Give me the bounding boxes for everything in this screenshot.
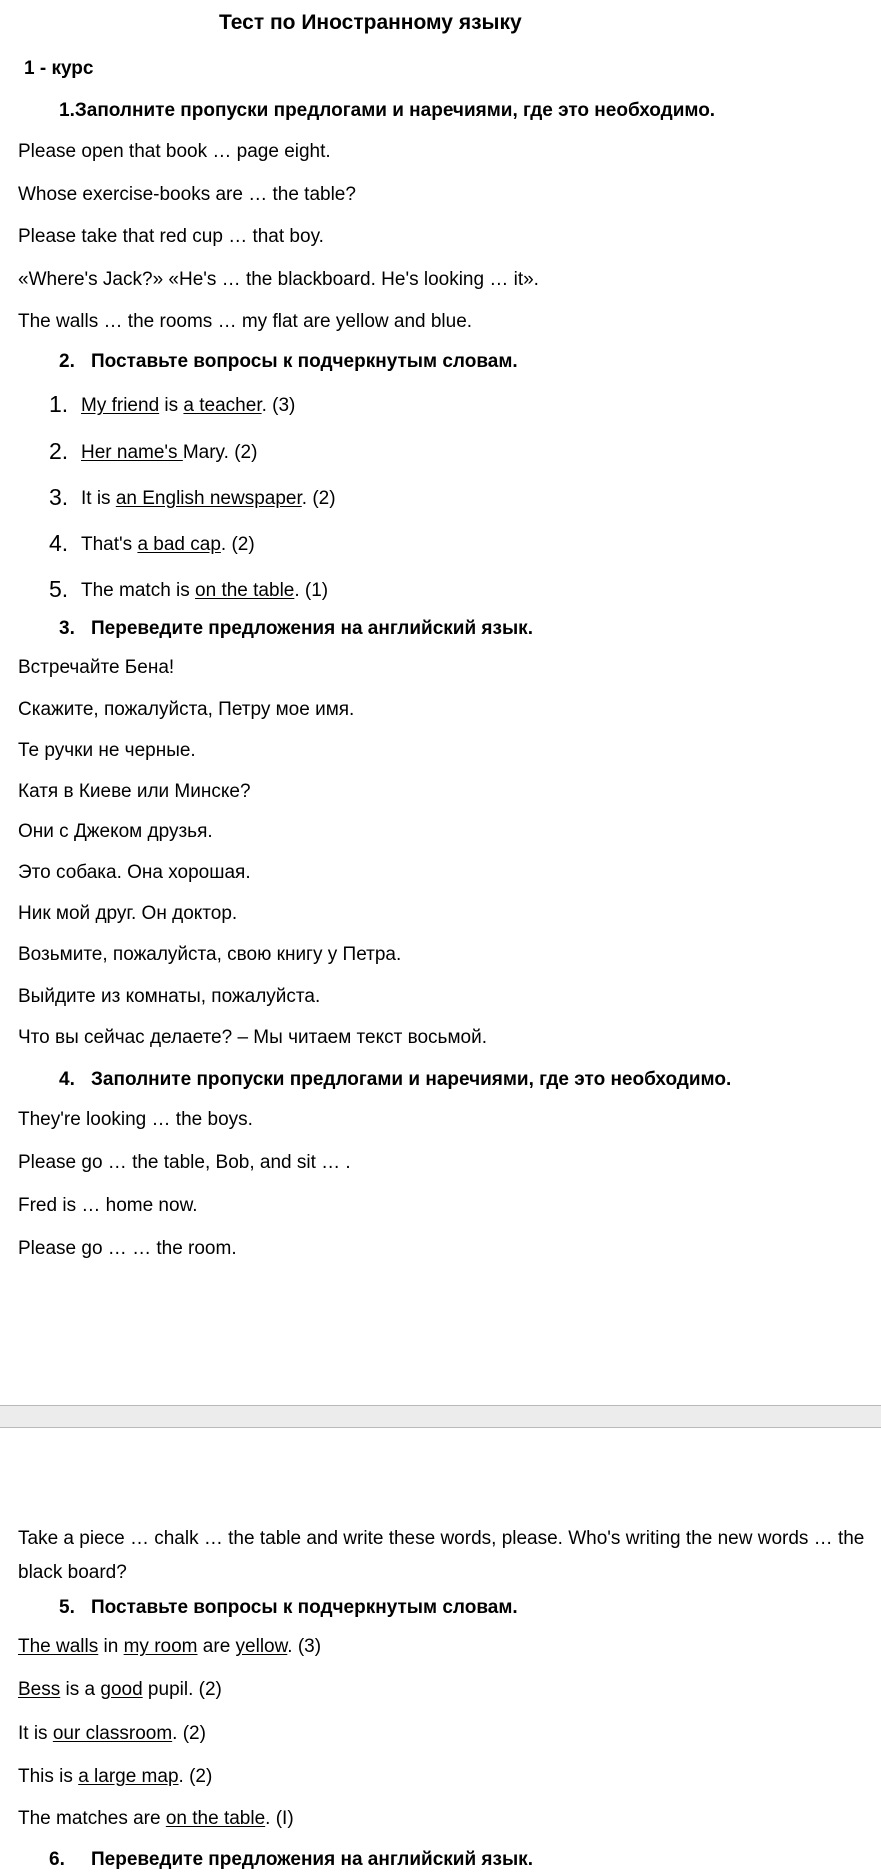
plain-text: . (3) (287, 1636, 322, 1657)
task-6-number: 6. (49, 1849, 65, 1870)
underlined-phrase: on the table (195, 580, 295, 601)
task-2-heading: Поставьте вопросы к подчеркнутым словам. (91, 351, 518, 372)
task-4-line: Fred is … home now. (18, 1195, 198, 1216)
task-2-item (81, 441, 257, 465)
task-5-item (18, 1635, 321, 1659)
underlined-phrase: on the table (165, 1808, 266, 1829)
task-1-line: Whose exercise-books are … the table? (18, 184, 356, 205)
plain-text: . (1) (294, 580, 329, 601)
task-2-item (81, 394, 295, 418)
task-2-item-number: 1. (49, 391, 69, 417)
task-1-line: Please take that red cup … that boy. (18, 226, 324, 247)
task-3-heading: Переведите предложения на английский язык. (91, 618, 533, 639)
underlined-phrase: Bess (18, 1679, 61, 1700)
task-3-line: Это собака. Она хорошая. (18, 862, 251, 883)
task-3-line: Выйдите из комнаты, пожалуйста. (18, 986, 321, 1007)
task-1-line: The walls … the rooms … my flat are yellow and blue. (18, 311, 473, 332)
task-5-number: 5. (59, 1597, 75, 1618)
task-1-line: «Where's Jack?» «He's … the blackboard. He's looking … it». (18, 269, 539, 290)
task-1-line: Please open that book … page eight. (18, 141, 331, 162)
task-2-item-number: 3. (49, 484, 69, 510)
underlined-phrase: my room (123, 1636, 198, 1657)
underlined-phrase: Her name's (81, 442, 183, 463)
task-3-line: Они с Джеком друзья. (18, 821, 213, 842)
plain-text: is (159, 395, 184, 416)
underlined-phrase: yellow (235, 1636, 288, 1657)
course-label: 1 - курс (24, 58, 94, 79)
task-4-line: Please go … the table, Bob, and sit … . (18, 1152, 351, 1173)
task-5-item (18, 1765, 212, 1789)
task-3-line: Скажите, пожалуйста, Петру мое имя. (18, 699, 355, 720)
task-2-number: 2. (59, 351, 75, 372)
task-3-line: Катя в Киеве или Минске? (18, 781, 251, 802)
task-3-line: Те ручки не черные. (18, 740, 196, 761)
task-1-heading: 1.Заполните пропуски предлогами и наречиями, где это необходимо. (59, 100, 716, 121)
underlined-phrase: a large map (78, 1766, 179, 1787)
task-3-line: Ник мой друг. Он доктор. (18, 903, 238, 924)
task-3-number: 3. (59, 618, 75, 639)
task-4-line: Please go … … the room. (18, 1238, 237, 1259)
underlined-phrase: The walls (18, 1636, 99, 1657)
plain-text: The match is (81, 580, 196, 601)
task-5-heading: Поставьте вопросы к подчеркнутым словам. (91, 1597, 518, 1618)
task-4-number: 4. (59, 1069, 75, 1090)
task-5-item (18, 1722, 206, 1746)
plain-text: are (197, 1636, 236, 1657)
task-2-item (81, 579, 328, 603)
plain-text: . (3) (261, 395, 296, 416)
task-2-item-number: 2. (49, 438, 69, 464)
task-5-item (18, 1807, 294, 1831)
underlined-phrase: a teacher (183, 395, 262, 416)
document-page-2 (0, 1428, 881, 1870)
plain-text: . (2) (172, 1723, 206, 1744)
task-2-item-number: 5. (49, 576, 69, 602)
task-6-heading: Переведите предложения на английский язык. (91, 1849, 533, 1870)
plain-text: The matches are (18, 1808, 166, 1829)
page-separator (0, 1405, 881, 1428)
plain-text: . (I) (265, 1808, 294, 1829)
task-2-item (81, 487, 336, 511)
task-2-item-number: 4. (49, 530, 69, 556)
underlined-phrase: our classroom (52, 1723, 173, 1744)
plain-text: is a (60, 1679, 101, 1700)
plain-text: This is (18, 1766, 79, 1787)
task-5-item (18, 1678, 222, 1702)
underlined-phrase: an English newspaper (115, 488, 302, 509)
plain-text: It is (18, 1723, 53, 1744)
plain-text: . (2) (220, 534, 255, 555)
underlined-phrase: My friend (81, 395, 160, 416)
task-2-item (81, 533, 255, 557)
plain-text: pupil. (2) (142, 1679, 222, 1700)
page-2-paragraph: Take a piece … chalk … the table and write these words, please. Who's writing the new words … the black board? (18, 1528, 865, 1583)
underlined-phrase: a bad cap (137, 534, 221, 555)
task-3-line: Что вы сейчас делаете? – Мы читаем текст восьмой. (18, 1027, 487, 1048)
test-title: Тест по Иностранному языку (219, 11, 522, 34)
plain-text: . (2) (301, 488, 336, 509)
plain-text: Mary. (2) (182, 442, 258, 463)
task-3-line: Возьмите, пожалуйста, свою книгу у Петра. (18, 944, 402, 965)
plain-text: It is (81, 488, 116, 509)
plain-text: . (2) (178, 1766, 213, 1787)
underlined-phrase: good (100, 1679, 143, 1700)
task-4-heading: Заполните пропуски предлогами и наречиями, где это необходимо. (91, 1069, 732, 1090)
plain-text: in (98, 1636, 124, 1657)
task-4-line: They're looking … the boys. (18, 1109, 253, 1130)
plain-text: That's (81, 534, 138, 555)
task-3-line: Встречайте Бена! (18, 657, 175, 678)
